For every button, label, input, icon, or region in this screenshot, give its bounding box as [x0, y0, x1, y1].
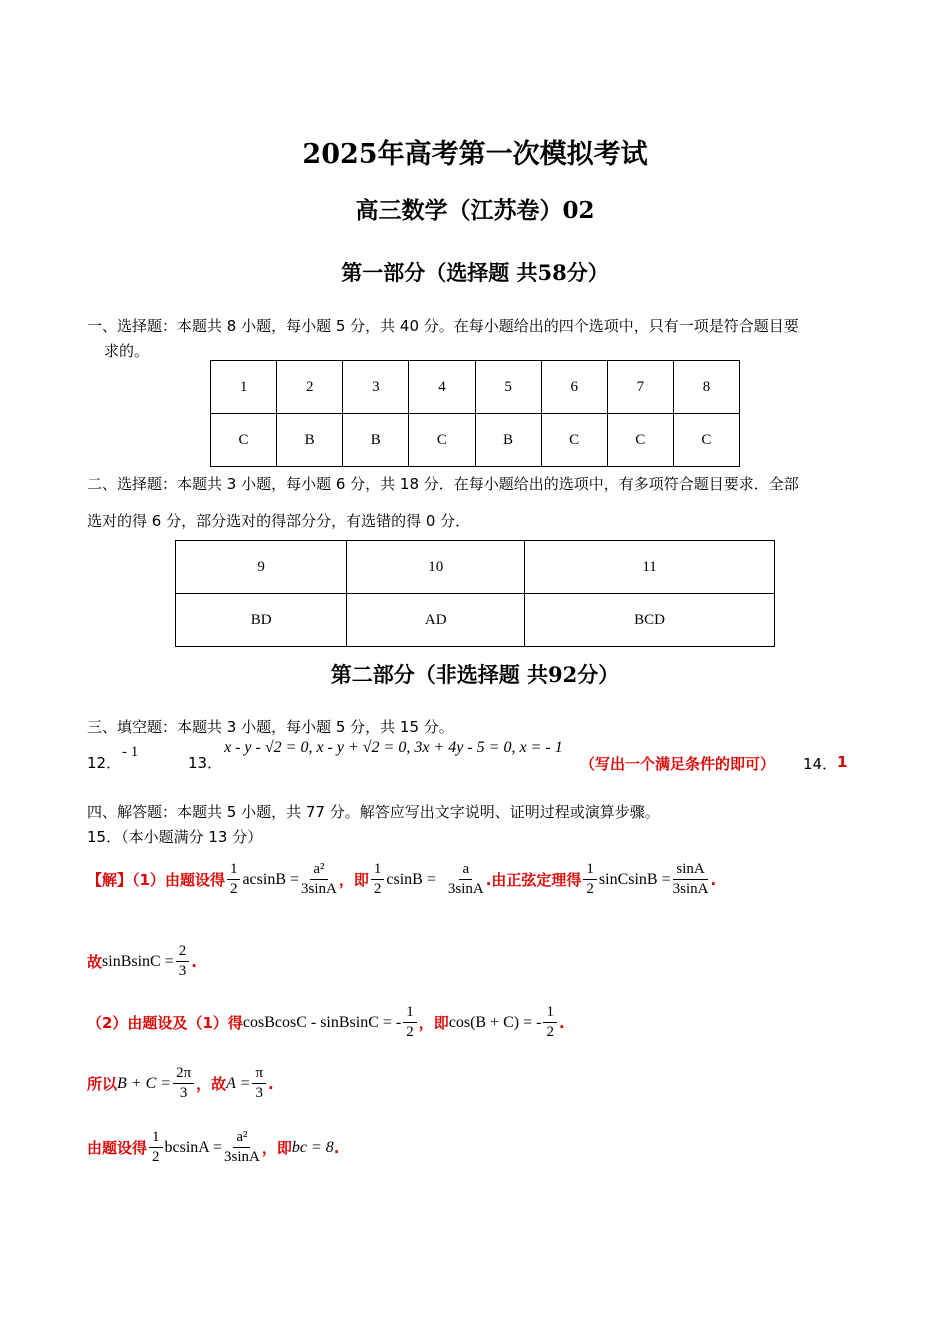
solution-text: 【解】（1）由题设得	[87, 871, 225, 889]
solution-text: .	[558, 1013, 565, 1032]
q13-answer: x - y - √2 = 0, x - y + √2 = 0, 3x + 4y - 5 = 0, x = - 1	[224, 739, 563, 756]
exam-subtitle: 高三数学（江苏卷）02	[355, 197, 595, 224]
question-number-cell: 6	[541, 361, 607, 414]
question-number-cell: 8	[673, 361, 739, 414]
question-number-cell: 3	[343, 361, 409, 414]
answer-table-1	[210, 360, 740, 467]
answer-cell: B	[343, 414, 409, 467]
section2-instructions-cont: 选对的得 6 分，部分选对的得部分分，有选错的得 0 分．	[87, 512, 471, 530]
answer-cell: BCD	[525, 594, 775, 647]
math-expr: csinB =	[386, 870, 436, 888]
answer-cell: C	[673, 414, 739, 467]
part1-heading: 第一部分（选择题 共58分）	[341, 260, 609, 285]
answer-cell: C	[409, 414, 475, 467]
exam-title: 2025年高考第一次模拟考试	[302, 139, 648, 170]
math-expr: bcsinA =	[164, 1138, 222, 1156]
fraction: $\frac{a}{3\sin A}$	[447, 861, 484, 897]
fraction: $\frac{1}{2}$	[543, 1003, 557, 1042]
solution-text: 所以	[87, 1075, 118, 1093]
answer-cell: AD	[347, 594, 525, 647]
question-number-cell: 1	[211, 361, 277, 414]
section1-instructions-cont: 求的。	[104, 342, 150, 360]
solution-text: .	[191, 952, 197, 971]
fraction: $\frac{\text{a²}}{3\sin A}$	[223, 1129, 260, 1165]
solution-text: .	[710, 870, 717, 889]
solution-text: .由正弦定理得	[485, 871, 582, 889]
fraction: $\frac{\pi}{3}$	[252, 1064, 266, 1103]
answer-table-2	[175, 540, 775, 647]
question-number-cell: 10	[347, 541, 525, 594]
solution-text: ，故	[196, 1075, 227, 1093]
q14-answer: 1	[837, 753, 848, 771]
question-number-cell: 7	[607, 361, 673, 414]
q13-label: 13．	[188, 754, 223, 772]
fraction: $\frac{\sin A}{3\sin A}$	[672, 861, 709, 897]
math-expr: acsinB =	[242, 870, 300, 888]
answer-cell: C	[607, 414, 673, 467]
question-number-cell: 2	[277, 361, 343, 414]
fraction: $\frac{\text{a²}}{3\sin A}$	[301, 861, 337, 897]
math-expr: B + C =	[117, 1074, 172, 1092]
solution-text: ，即	[338, 871, 369, 889]
answer-cell: C	[211, 414, 277, 467]
answer-cell: BD	[176, 594, 347, 647]
section1-instructions: 一、选择题：本题共 8 小题，每小题 5 分，共 40 分。在每小题给出的四个选项中，只有一项是符合题目要	[87, 317, 799, 335]
question-number-cell: 11	[525, 541, 775, 594]
section4-instructions: 四、解答题：本题共 5 小题，共 77 分。解答应写出文字说明、证明过程或演算步骤。	[87, 803, 660, 821]
question-number-cell: 5	[475, 361, 541, 414]
solution-line-4	[87, 1064, 274, 1103]
fraction: $\frac{1}{2}$	[583, 860, 597, 899]
q14-label: 14．	[803, 755, 838, 773]
math-expr: sinBsinC =	[102, 952, 174, 970]
solution-text: .	[268, 1074, 274, 1093]
q12-label: 12．	[87, 754, 122, 772]
fraction: $\frac{1}{2}$	[403, 1003, 417, 1042]
answer-cell: B	[277, 414, 343, 467]
solution-line-5	[87, 1128, 339, 1167]
solution-text: .	[333, 1138, 340, 1157]
math-expr: cosBcosC - sinBsinC = -	[242, 1013, 402, 1031]
fraction: $\frac{2\pi}{3}$	[173, 1064, 194, 1103]
solution-text: ，即	[418, 1014, 449, 1032]
fraction: $\frac{1}{2}$	[227, 860, 241, 899]
section3-instructions: 三、填空题：本题共 3 小题，每小题 5 分，共 15 分。	[87, 718, 454, 736]
fraction: $\frac{1}{2}$	[371, 860, 385, 899]
section2-instructions: 二、选择题：本题共 3 小题，每小题 6 分，共 18 分．在每小题给出的选项中，有多项符合题目要求．全部	[87, 475, 799, 493]
solution-line-3	[87, 1003, 565, 1042]
math-expr: cos(B + C) = -	[448, 1013, 542, 1031]
answer-cell: B	[475, 414, 541, 467]
solution-line-2	[87, 942, 197, 981]
part2-heading: 第二部分（非选择题 共92分）	[330, 662, 620, 687]
q12-answer: - 1	[122, 744, 139, 760]
fraction: $\frac{1}{2}$	[149, 1128, 163, 1167]
math-expr: bc = 8	[291, 1138, 334, 1156]
solution-text: ，即	[261, 1139, 292, 1157]
solution-line-1	[87, 860, 716, 899]
q15-heading: 15．（本小题满分 13 分）	[87, 828, 263, 846]
question-number-cell: 9	[176, 541, 347, 594]
math-expr: A =	[226, 1074, 251, 1092]
question-number-cell: 4	[409, 361, 475, 414]
q13-note: （写出一个满足条件的即可）	[580, 755, 776, 773]
solution-text: 故	[87, 953, 103, 971]
math-expr: sinCsinB =	[598, 870, 671, 888]
solution-text: （2）由题设及（1）得	[87, 1014, 243, 1032]
fraction: $\frac{2}{3}$	[176, 942, 190, 981]
answer-cell: C	[541, 414, 607, 467]
solution-text: 由题设得	[87, 1139, 148, 1157]
